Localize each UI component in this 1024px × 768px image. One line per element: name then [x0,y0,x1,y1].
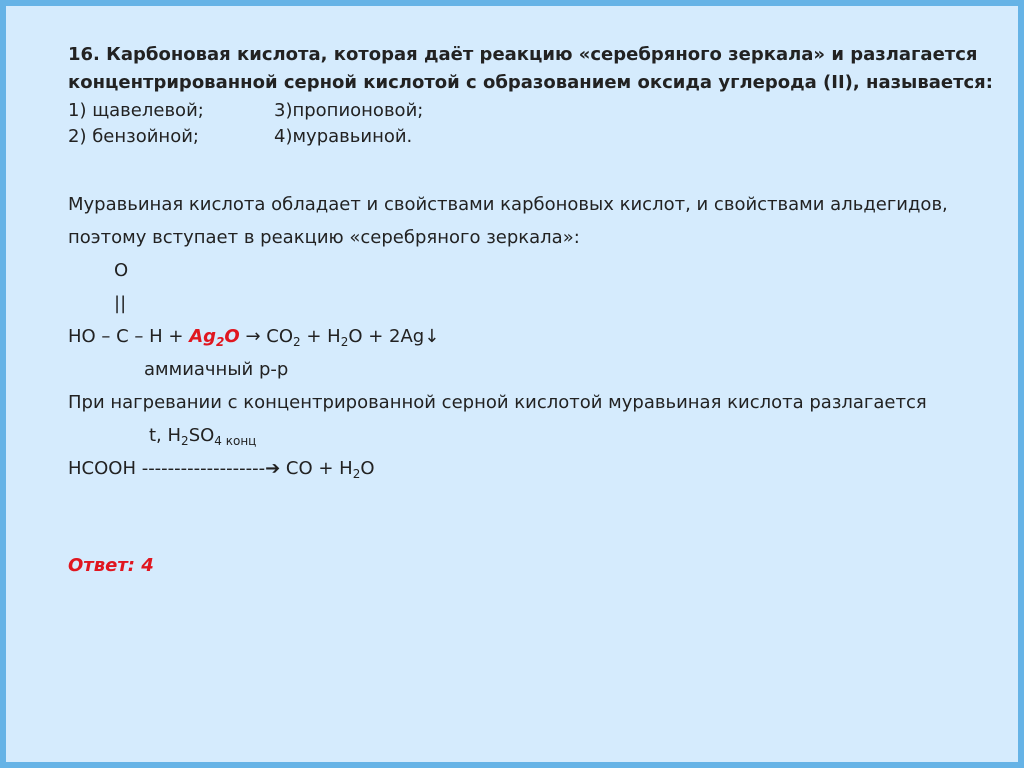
explanation-line-2: поэтому вступает в реакцию «серебряного зеркала»: [68,227,580,248]
eq1-part4: O + 2Ag↓ [348,326,440,347]
ag2o-sub: 2 [216,335,225,349]
option-4: 4)муравьиной. [274,126,413,147]
eq2-part2: CO + H [280,458,353,479]
cond-part1: t, H [149,425,182,446]
ammonia-solution-label: аммиачный р-р [144,359,289,380]
eq2-sub: 2 [352,467,361,481]
eq2-part3: O [360,458,375,479]
eq1-sub1: 2 [292,335,301,349]
eq2-part1: HCOOH ------------------- [68,458,266,479]
cond-sub2: 4 конц [214,434,257,448]
formula-double-bond: || [114,293,127,314]
question-line-1: 16. Карбоновая кислота, которая даёт реакцию «серебряного зеркала» и разлагается [68,44,978,65]
option-2: 2) бензойной; [68,126,199,147]
eq1-sub2: 2 [340,335,349,349]
cond-sub1: 2 [181,434,189,448]
option-3: 3)пропионовой; [274,100,424,121]
cond-part2: SO [188,425,215,446]
eq1-part3: + H [300,326,341,347]
option-1: 1) щавелевой; [68,100,204,121]
silver-mirror-equation [68,326,439,348]
formula-oxygen: O [114,260,129,281]
decomposition-text: При нагревании с концентрированной серной кислотой муравьиная кислота разлагается [68,392,927,413]
question-line-2: концентрированной серной кислотой с образованием оксида углерода (II), называется: [68,72,993,93]
ag2o-end: O [224,326,240,347]
eq1-part2: → CO [239,326,293,347]
answer: Ответ: 4 [68,555,154,576]
decomposition-equation [68,458,375,480]
explanation-line-1: Муравьиная кислота обладает и свойствами карбоновых кислот, и свойствами альдегидов, [68,194,948,215]
eq1-part1: HO – C – H + [68,326,190,347]
ag2o-formula [189,326,240,347]
reaction-conditions [149,425,256,447]
ag2o-main: Ag [189,326,217,347]
arrow-icon: ➔ [265,458,281,479]
